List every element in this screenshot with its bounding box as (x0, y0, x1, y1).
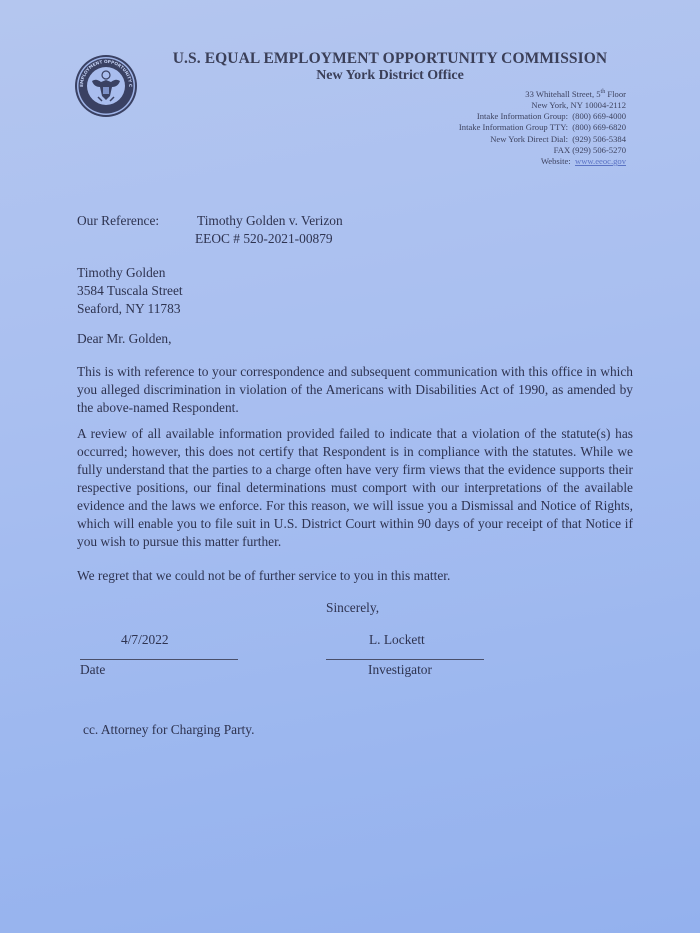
fax-line: FAX (929) 506-5270 (553, 144, 626, 155)
tty-line: Intake Information Group TTY: (800) 669-6820 (458, 122, 626, 133)
salutation: Dear Mr. Golden, (77, 331, 172, 346)
recipient-name: Timothy Golden (77, 265, 166, 280)
website-line: Website: www.eeoc.gov (540, 156, 626, 167)
intake-line: Intake Information Group: (800) 669-4000 (476, 111, 626, 122)
reference-label: Our Reference: (77, 213, 160, 228)
body-paragraph-3: We regret that we could not be of further service to you in this matter. (77, 568, 451, 583)
address-line1: 33 Whitehall Street, 5th Floor (525, 88, 626, 99)
recipient-block (77, 264, 183, 318)
eeoc-seal-logo (74, 54, 138, 118)
signer-signature-line (326, 659, 484, 660)
svg-text:U.S. EQUAL EMPLOYMENT OPPORTUN: EMPLOYMENT OPPORTUNITY C (79, 59, 133, 88)
date-label: Date (80, 662, 106, 677)
recipient-city: Seaford, NY 11783 (77, 301, 181, 316)
office-name: New York District Office (316, 68, 464, 83)
closing-sincerely: Sincerely, (326, 600, 380, 615)
body-paragraph-1: This is with reference to your correspondence and subsequent communication with this office in which you alleged discrimination in violation of the Americans with Disabilities Act of 1990, as amended by the above-named Respondent. (77, 364, 633, 415)
website-link[interactable]: www.eeoc.gov (575, 156, 626, 167)
signer-title: Investigator (368, 662, 432, 677)
direct-line: New York Direct Dial: (929) 506-5384 (490, 133, 626, 144)
date-signature-line (80, 659, 238, 660)
reference-case: Timothy Golden v. Verizon (197, 213, 343, 228)
reference-number: EEOC # 520-2021-00879 (195, 231, 333, 246)
signature-date: 4/7/2022 (121, 632, 169, 647)
signer-name: L. Lockett (369, 632, 425, 647)
recipient-street: 3584 Tuscala Street (77, 283, 183, 298)
contact-block (459, 87, 626, 167)
agency-name: U.S. EQUAL EMPLOYMENT OPPORTUNITY COMMISSION (172, 50, 608, 67)
body-paragraph-2: A review of all available information provided failed to indicate that a violation of the statute(s) has occurred; however, this does not certify that Respondent is in compliance with the statutes. While we fully understand that the parties to a charge often have very firm views that the evidence supports their respective positions, our final determinations must comport with our interpretations of the available evidence and the laws we enforce. For this reason, we will issue you a Dismissal and Notice of Rights, which will enable you to file suit in U.S. District Court within 90 days of your receipt of that Notice if you wish to pursue this matter further. (77, 426, 633, 549)
cc-line: cc. Attorney for Charging Party. (83, 722, 255, 737)
address-line2: New York, NY 10004-2112 (531, 100, 626, 111)
